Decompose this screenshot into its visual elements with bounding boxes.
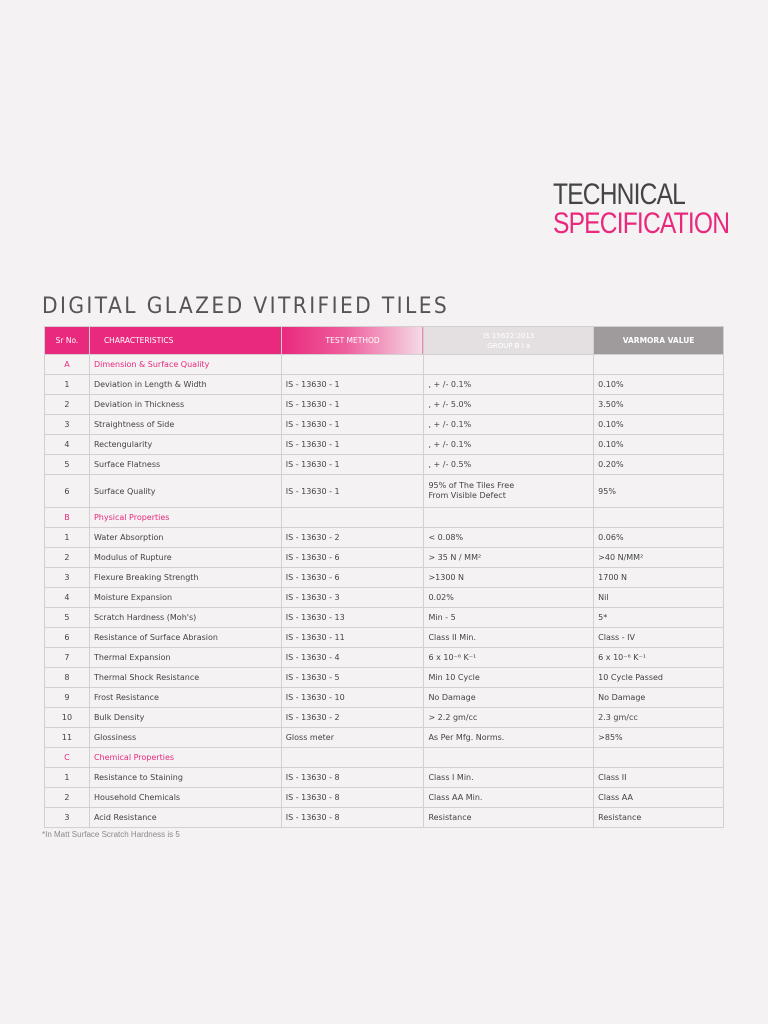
- header-is-standard: IS 15622:2013: [483, 331, 535, 340]
- cell-sr-no: 5: [45, 455, 90, 475]
- cell-sr-no: 8: [45, 668, 90, 688]
- table-row: [45, 395, 724, 415]
- section-row: [45, 508, 724, 528]
- cell-sr-no: B: [45, 508, 90, 528]
- cell-varmora-value: 95%: [594, 475, 724, 508]
- cell-test-method: IS - 13630 - 1: [281, 455, 424, 475]
- cell-varmora-value: 0.10%: [594, 375, 724, 395]
- cell-characteristic: Chemical Properties: [89, 748, 281, 768]
- table-row: [45, 708, 724, 728]
- cell-varmora-value: [594, 748, 724, 768]
- cell-sr-no: 3: [45, 568, 90, 588]
- cell-characteristic: Resistance of Surface Abrasion: [89, 628, 281, 648]
- group-value-line: From Visible Defect: [428, 491, 506, 500]
- cell-sr-no: 2: [45, 548, 90, 568]
- cell-characteristic: Glossiness: [89, 728, 281, 748]
- cell-characteristic: Dimension & Surface Quality: [89, 355, 281, 375]
- specification-table: [44, 326, 724, 828]
- cell-characteristic: Modulus of Rupture: [89, 548, 281, 568]
- cell-test-method: IS - 13630 - 5: [281, 668, 424, 688]
- cell-test-method: IS - 13630 - 1: [281, 395, 424, 415]
- table-row: [45, 475, 724, 508]
- cell-varmora-value: >85%: [594, 728, 724, 748]
- cell-characteristic: Surface Flatness: [89, 455, 281, 475]
- cell-sr-no: 7: [45, 648, 90, 668]
- cell-characteristic: Physical Properties: [89, 508, 281, 528]
- cell-varmora-value: [594, 508, 724, 528]
- cell-sr-no: 2: [45, 395, 90, 415]
- cell-characteristic: Scratch Hardness (Moh's): [89, 608, 281, 628]
- cell-sr-no: 2: [45, 788, 90, 808]
- cell-group-value: < 0.08%: [424, 528, 594, 548]
- cell-test-method: [281, 508, 424, 528]
- cell-test-method: [281, 748, 424, 768]
- table-row: [45, 375, 724, 395]
- table-row: [45, 548, 724, 568]
- cell-varmora-value: 1700 N: [594, 568, 724, 588]
- table-header-row: [45, 327, 724, 355]
- section-row: [45, 355, 724, 375]
- cell-varmora-value: >40 N/MM²: [594, 548, 724, 568]
- cell-test-method: IS - 13630 - 1: [281, 435, 424, 455]
- table-row: [45, 415, 724, 435]
- header-sr-no: Sr No.: [45, 327, 90, 355]
- cell-group-value: 6 x 10⁻⁶ K⁻¹: [424, 648, 594, 668]
- table-row: [45, 608, 724, 628]
- cell-sr-no: 6: [45, 628, 90, 648]
- cell-test-method: IS - 13630 - 2: [281, 708, 424, 728]
- cell-varmora-value: Class - IV: [594, 628, 724, 648]
- cell-group-value: [424, 355, 594, 375]
- cell-group-value: 0.02%: [424, 588, 594, 608]
- cell-test-method: IS - 13630 - 8: [281, 788, 424, 808]
- cell-test-method: Gloss meter: [281, 728, 424, 748]
- cell-group-value: No Damage: [424, 688, 594, 708]
- cell-test-method: IS - 13630 - 1: [281, 475, 424, 508]
- group-value-line: 95% of The Tiles Free: [428, 481, 515, 490]
- cell-group-value: > 35 N / MM²: [424, 548, 594, 568]
- cell-test-method: IS - 13630 - 1: [281, 415, 424, 435]
- cell-group-value: , + /- 0.5%: [424, 455, 594, 475]
- table-row: [45, 648, 724, 668]
- table-row: [45, 668, 724, 688]
- table-row: [45, 455, 724, 475]
- cell-characteristic: Deviation in Thickness: [89, 395, 281, 415]
- cell-group-value: Min - 5: [424, 608, 594, 628]
- table-body: [45, 355, 724, 828]
- cell-group-value: Class II Min.: [424, 628, 594, 648]
- header-is-group: [424, 327, 594, 355]
- cell-group-value: , + /- 0.1%: [424, 435, 594, 455]
- cell-characteristic: Thermal Shock Resistance: [89, 668, 281, 688]
- header-characteristics: CHARACTERISTICS: [89, 327, 281, 355]
- cell-sr-no: 6: [45, 475, 90, 508]
- cell-sr-no: 3: [45, 808, 90, 828]
- cell-varmora-value: 5*: [594, 608, 724, 628]
- table-row: [45, 808, 724, 828]
- cell-characteristic: Moisture Expansion: [89, 588, 281, 608]
- cell-sr-no: 4: [45, 588, 90, 608]
- table-row: [45, 435, 724, 455]
- cell-sr-no: 10: [45, 708, 90, 728]
- cell-test-method: [281, 355, 424, 375]
- cell-varmora-value: 0.10%: [594, 435, 724, 455]
- cell-group-value: Class I Min.: [424, 768, 594, 788]
- table-row: [45, 588, 724, 608]
- cell-group-value: Resistance: [424, 808, 594, 828]
- cell-varmora-value: 10 Cycle Passed: [594, 668, 724, 688]
- cell-varmora-value: 6 x 10⁻⁶ K⁻¹: [594, 648, 724, 668]
- cell-characteristic: Bulk Density: [89, 708, 281, 728]
- cell-sr-no: C: [45, 748, 90, 768]
- header-test-method: TEST METHOD: [281, 327, 424, 355]
- cell-group-value: >1300 N: [424, 568, 594, 588]
- header-group: GROUP B I a: [487, 341, 531, 350]
- cell-varmora-value: Class AA: [594, 788, 724, 808]
- cell-varmora-value: Class II: [594, 768, 724, 788]
- cell-test-method: IS - 13630 - 10: [281, 688, 424, 708]
- cell-characteristic: Deviation in Length & Width: [89, 375, 281, 395]
- cell-group-value: [424, 475, 594, 508]
- section-row: [45, 748, 724, 768]
- cell-varmora-value: 2.3 gm/cc: [594, 708, 724, 728]
- cell-group-value: [424, 508, 594, 528]
- table-row: [45, 528, 724, 548]
- cell-varmora-value: [594, 355, 724, 375]
- cell-sr-no: 1: [45, 768, 90, 788]
- cell-characteristic: Water Absorption: [89, 528, 281, 548]
- cell-group-value: , + /- 5.0%: [424, 395, 594, 415]
- cell-characteristic: Frost Resistance: [89, 688, 281, 708]
- table-row: [45, 568, 724, 588]
- cell-group-value: Min 10 Cycle: [424, 668, 594, 688]
- cell-test-method: IS - 13630 - 8: [281, 768, 424, 788]
- table-row: [45, 628, 724, 648]
- cell-test-method: IS - 13630 - 13: [281, 608, 424, 628]
- cell-test-method: IS - 13630 - 8: [281, 808, 424, 828]
- cell-characteristic: Resistance to Staining: [89, 768, 281, 788]
- cell-group-value: As Per Mfg. Norms.: [424, 728, 594, 748]
- header-varmora-value: VARMORA VALUE: [594, 327, 724, 355]
- cell-sr-no: 1: [45, 375, 90, 395]
- cell-varmora-value: Nil: [594, 588, 724, 608]
- heading-line-specification: SPECIFICATION: [553, 207, 730, 240]
- cell-varmora-value: Resistance: [594, 808, 724, 828]
- table-row: [45, 688, 724, 708]
- cell-sr-no: 3: [45, 415, 90, 435]
- cell-sr-no: 5: [45, 608, 90, 628]
- cell-test-method: IS - 13630 - 6: [281, 568, 424, 588]
- cell-test-method: IS - 13630 - 11: [281, 628, 424, 648]
- cell-characteristic: Flexure Breaking Strength: [89, 568, 281, 588]
- table-row: [45, 788, 724, 808]
- cell-sr-no: 1: [45, 528, 90, 548]
- cell-varmora-value: 0.06%: [594, 528, 724, 548]
- cell-group-value: [424, 748, 594, 768]
- cell-sr-no: A: [45, 355, 90, 375]
- cell-test-method: IS - 13630 - 4: [281, 648, 424, 668]
- cell-group-value: , + /- 0.1%: [424, 375, 594, 395]
- cell-varmora-value: 0.10%: [594, 415, 724, 435]
- cell-characteristic: Household Chemicals: [89, 788, 281, 808]
- cell-characteristic: Straightness of Side: [89, 415, 281, 435]
- cell-sr-no: 11: [45, 728, 90, 748]
- cell-varmora-value: 0.20%: [594, 455, 724, 475]
- cell-group-value: > 2.2 gm/cc: [424, 708, 594, 728]
- cell-test-method: IS - 13630 - 2: [281, 528, 424, 548]
- cell-varmora-value: 3.50%: [594, 395, 724, 415]
- page-title: DIGITAL GLAZED VITRIFIED TILES: [42, 294, 450, 319]
- footnote: *In Matt Surface Scratch Hardness is 5: [42, 830, 180, 839]
- cell-varmora-value: No Damage: [594, 688, 724, 708]
- cell-group-value: Class AA Min.: [424, 788, 594, 808]
- cell-group-value: , + /- 0.1%: [424, 415, 594, 435]
- cell-test-method: IS - 13630 - 3: [281, 588, 424, 608]
- table-row: [45, 768, 724, 788]
- heading-line-technical: TECHNICAL: [553, 178, 686, 211]
- cell-characteristic: Acid Resistance: [89, 808, 281, 828]
- cell-test-method: IS - 13630 - 6: [281, 548, 424, 568]
- cell-characteristic: Rectengularity: [89, 435, 281, 455]
- cell-characteristic: Thermal Expansion: [89, 648, 281, 668]
- technical-specification-heading: [553, 180, 729, 238]
- cell-sr-no: 9: [45, 688, 90, 708]
- cell-test-method: IS - 13630 - 1: [281, 375, 424, 395]
- cell-characteristic: Surface Quality: [89, 475, 281, 508]
- cell-sr-no: 4: [45, 435, 90, 455]
- table-row: [45, 728, 724, 748]
